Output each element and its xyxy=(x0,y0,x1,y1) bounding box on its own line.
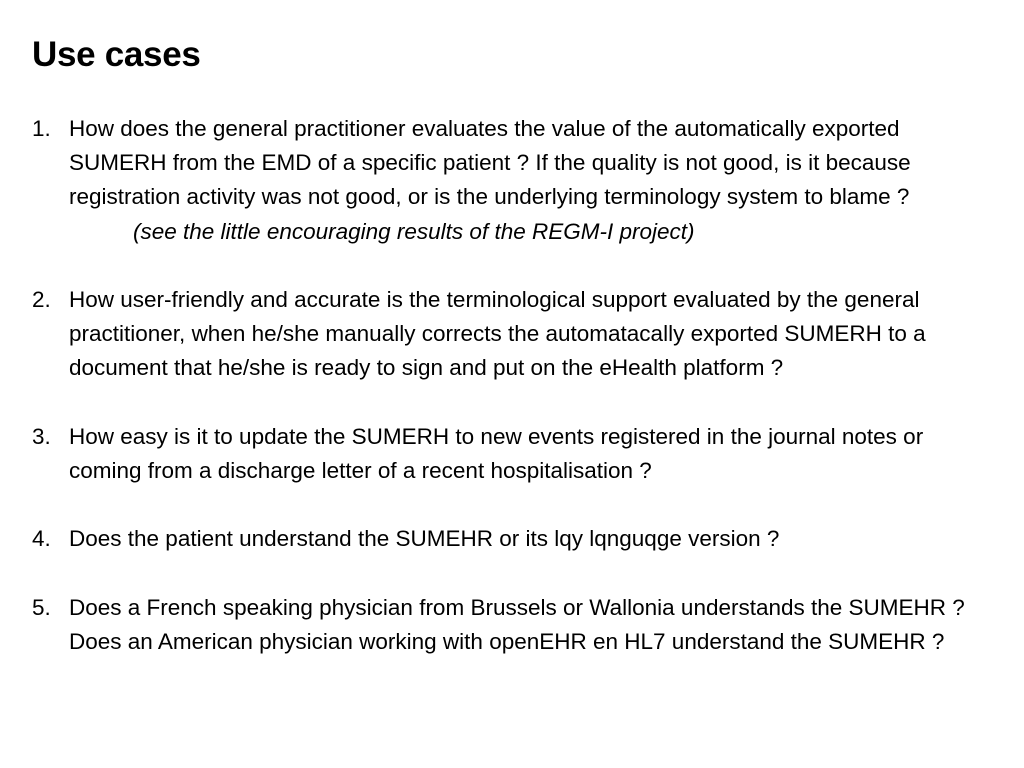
use-case-list xyxy=(32,112,992,693)
item-number: 1. xyxy=(32,116,51,141)
list-item xyxy=(32,591,992,659)
list-item xyxy=(32,420,992,488)
list-item xyxy=(32,522,992,556)
list-item xyxy=(32,283,992,386)
item-number: 4. xyxy=(32,526,51,552)
item-text: Does the patient understand the SUMEHR or its lqy lqnguqge version ? xyxy=(69,526,780,552)
slide-title: Use cases xyxy=(32,35,201,74)
item-number: 5. xyxy=(32,594,51,620)
list-item xyxy=(32,112,992,249)
item-text: How easy is it to update the SUMERH to new events registered in the journal notes or coming from a discharge letter of a recent hospitalisation ? xyxy=(69,423,924,483)
item-text: How user-friendly and accurate is the terminological support evaluated by the general practitioner, when he/she manually corrects the automatacally exported SUMERH to a document that he/she is ready to sign and put on the eHealth platform ? xyxy=(69,287,926,381)
item-number: 2. xyxy=(32,287,51,312)
item-text: How does the general practitioner evaluates the value of the automatically exported SUMERH from the EMD of a specific patient ? If the quality is not good, is it because registration activity was not good, or is the underlying terminology system to blame ? xyxy=(69,116,911,210)
item-note: (see the little encouraging results of the REGM-I project) xyxy=(133,218,695,244)
item-number: 3. xyxy=(32,423,51,449)
item-text: Does a French speaking physician from Brussels or Wallonia understands the SUMEHR ? Does an American physician working with openEHR en HL7 understand the SUMEHR ? xyxy=(69,594,965,654)
